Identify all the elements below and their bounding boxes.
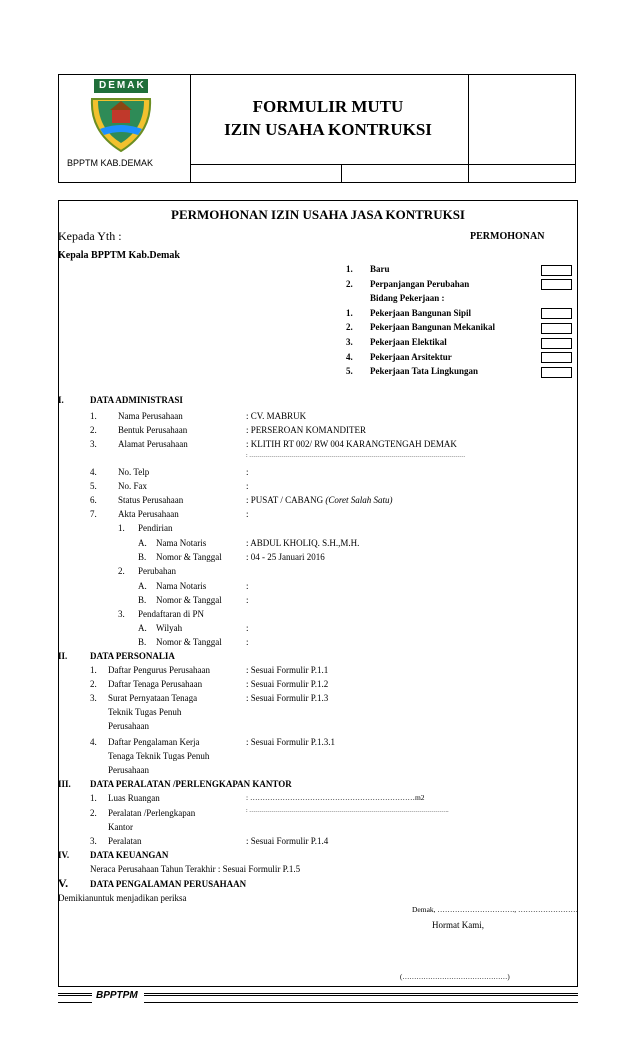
- admin-label: Status Perusahaan: [118, 495, 184, 505]
- pers-label-cont: Tenaga Teknik Tugas Penuh: [108, 751, 210, 761]
- admin-value: : CV. MABRUK: [246, 411, 307, 421]
- peral-num: 1.: [90, 793, 97, 803]
- section-num-2: II.: [58, 651, 68, 661]
- pers-label: Daftar Pengurus Perusahaan: [108, 665, 210, 675]
- option-num: 5.: [346, 366, 353, 377]
- admin-label: Akta Perusahaan: [118, 509, 179, 519]
- pers-label-cont: Perusahaan: [108, 765, 149, 775]
- form-title-line2: IZIN USAHA KONTRUKSI: [224, 120, 432, 139]
- admin-value-line: : ………………………………………………………………………………………………: [246, 453, 466, 459]
- pers-value: : Sesuai Formulir P.1.3: [246, 693, 329, 703]
- option-checkbox[interactable]: [541, 323, 572, 334]
- closing-text: Demikianuntuk menjadikan periksa: [58, 893, 187, 903]
- sub-value: : ABDUL KHOLIQ. S.H.,M.H.: [246, 538, 360, 548]
- option-checkbox[interactable]: [541, 279, 572, 290]
- section-title-1: DATA ADMINISTRASI: [90, 395, 183, 405]
- footer-rule: [58, 993, 92, 1003]
- option-checkbox[interactable]: [541, 308, 572, 319]
- recipient: Kepala BPPTM Kab.Demak: [58, 250, 180, 261]
- option-num: 1.: [346, 264, 353, 274]
- pers-num: 4.: [90, 737, 97, 747]
- option-checkbox[interactable]: [541, 352, 572, 363]
- admin-num: 6.: [90, 495, 97, 505]
- section-title-3: DATA PERALATAN /PERLENGKAPAN KANTOR: [90, 779, 292, 789]
- admin-value: :: [246, 467, 249, 477]
- section-title-2: DATA PERSONALIA: [90, 651, 175, 661]
- peral-label: Peralatan: [108, 836, 142, 846]
- sub-value: :: [246, 637, 249, 647]
- sub-label: Pendirian: [138, 523, 173, 533]
- peral-label: Peralatan /Perlengkapan: [108, 808, 196, 818]
- admin-value: :: [246, 481, 249, 491]
- section-title-4: DATA KEUANGAN: [90, 850, 169, 860]
- sub-value: :: [246, 623, 249, 633]
- sub-num: 1.: [118, 523, 125, 533]
- kepada-label: Kepada Yth :: [58, 229, 122, 243]
- status-note: (Coret Salah Satu): [325, 495, 393, 505]
- section-num-4: IV.: [58, 850, 70, 860]
- form-title-line1: FORMULIR MUTU: [252, 97, 404, 116]
- option-num: 1.: [346, 307, 353, 318]
- peral-num: 2.: [90, 808, 97, 818]
- sub-num: B.: [138, 637, 147, 647]
- pers-label: Surat Pernyataan Tenaga: [108, 693, 198, 703]
- admin-num: 1.: [90, 411, 97, 421]
- signature-line: (………………………………………): [400, 973, 510, 981]
- option-checkbox[interactable]: [541, 265, 572, 276]
- org-label: BPPTM KAB.DEMAK: [67, 158, 154, 168]
- place-date: Demak, …………………………., ……………………: [412, 905, 579, 914]
- status-value: : PUSAT / CABANG: [246, 495, 324, 505]
- sub-value: : 04 - 25 Januari 2016: [246, 552, 325, 562]
- footer-rule: [144, 993, 578, 1003]
- sub-num: A.: [138, 581, 147, 591]
- sub-num: 3.: [118, 609, 125, 619]
- section-num-1: I.: [58, 395, 64, 405]
- option-num: 3.: [346, 337, 353, 347]
- admin-value: : KLITIH RT 002/ RW 004 KARANGTENGAH DEMAK: [246, 439, 457, 449]
- sub-value: :: [246, 595, 249, 605]
- admin-value: : PERSEROAN KOMANDITER: [246, 425, 367, 435]
- option-label: Pekerjaan Tata Lingkungan: [370, 366, 479, 377]
- option-label: Perpanjangan Perubahan: [370, 278, 470, 289]
- peral-label-cont: Kantor: [108, 822, 133, 832]
- sub-label: Wilyah: [156, 623, 183, 633]
- option-num: 2.: [346, 278, 353, 289]
- option-label: Pekerjaan Elektikal: [370, 337, 447, 347]
- footer-label: BPPTPM: [96, 990, 138, 1001]
- sub-label: Pendaftaran di PN: [138, 609, 204, 619]
- sub-num: A.: [138, 538, 147, 548]
- peral-num: 3.: [90, 836, 97, 846]
- pers-label-cont: Teknik Tugas Penuh: [108, 707, 182, 717]
- admin-num: 7.: [90, 509, 97, 519]
- permohonan-label: PERMOHONAN: [470, 231, 545, 242]
- sub-label: Nomor & Tanggal: [156, 595, 222, 605]
- peral-value: : …………………………………………………………m2: [246, 793, 425, 802]
- admin-value: [246, 495, 393, 505]
- admin-value: :: [246, 509, 249, 519]
- sub-label: Nomor & Tanggal: [156, 552, 222, 562]
- pers-label: Daftar Tenaga Perusahaan: [108, 679, 203, 689]
- section-num-5: V.: [58, 876, 69, 890]
- option-label: Bidang Pekerjaan :: [370, 293, 445, 304]
- option-label: Baru: [370, 264, 390, 274]
- option-checkbox[interactable]: [541, 367, 572, 378]
- admin-num: 2.: [90, 425, 97, 435]
- sub-label: Nomor & Tanggal: [156, 637, 222, 647]
- main-title: PERMOHONAN IZIN USAHA JASA KONTRUKSI: [171, 207, 465, 222]
- pers-num: 1.: [90, 665, 97, 675]
- option-checkbox[interactable]: [541, 338, 572, 349]
- hormat-kami: Hormat Kami,: [432, 920, 484, 930]
- logo-text: DEMAK: [99, 80, 146, 91]
- option-label: Pekerjaan Arsitektur: [370, 351, 452, 362]
- sub-label: Nama Notaris: [156, 538, 207, 548]
- pers-value: : Sesuai Formulir P.1.3.1: [246, 737, 336, 747]
- sub-label: Nama Notaris: [156, 581, 207, 591]
- keuangan-text: Neraca Perusahaan Tahun Terakhir : Sesuai Formulir P.1.5: [90, 864, 301, 874]
- pers-label-cont: Perusahaan: [108, 721, 149, 731]
- peral-value: : ……………………………………………………………………………………….: [246, 808, 449, 814]
- option-label: Pekerjaan Bangunan Mekanikal: [370, 322, 496, 333]
- section-title-5: DATA PENGALAMAN PERUSAHAAN: [90, 879, 247, 889]
- sub-label: Perubahan: [138, 566, 176, 576]
- admin-label: Nama Perusahaan: [118, 411, 183, 421]
- admin-num: 3.: [90, 439, 97, 449]
- admin-num: 5.: [90, 481, 97, 491]
- pers-label: Daftar Pengalaman Kerja: [108, 737, 200, 747]
- admin-label: No. Telp: [118, 467, 150, 477]
- peral-label: Luas Ruangan: [108, 793, 160, 803]
- sub-num: B.: [138, 552, 147, 562]
- admin-label: Alamat Perusahaan: [118, 439, 188, 449]
- pers-num: 2.: [90, 679, 97, 689]
- pers-num: 3.: [90, 693, 97, 703]
- sub-num: 2.: [118, 566, 125, 576]
- option-label: Pekerjaan Bangunan Sipil: [370, 307, 472, 318]
- sub-num: B.: [138, 595, 147, 605]
- demak-logo: [86, 77, 156, 155]
- sub-num: A.: [138, 623, 147, 633]
- sub-value: :: [246, 581, 249, 591]
- pers-value: : Sesuai Formulir P.1.2: [246, 679, 329, 689]
- option-num: 2.: [346, 322, 353, 333]
- peral-value: : Sesuai Formulir P.1.4: [246, 836, 329, 846]
- admin-label: No. Fax: [118, 481, 147, 491]
- section-num-3: III.: [58, 779, 71, 789]
- admin-num: 4.: [90, 467, 97, 477]
- admin-label: Bentuk Perusahaan: [118, 425, 188, 435]
- option-num: 4.: [346, 351, 353, 362]
- pers-value: : Sesuai Formulir P.1.1: [246, 665, 329, 675]
